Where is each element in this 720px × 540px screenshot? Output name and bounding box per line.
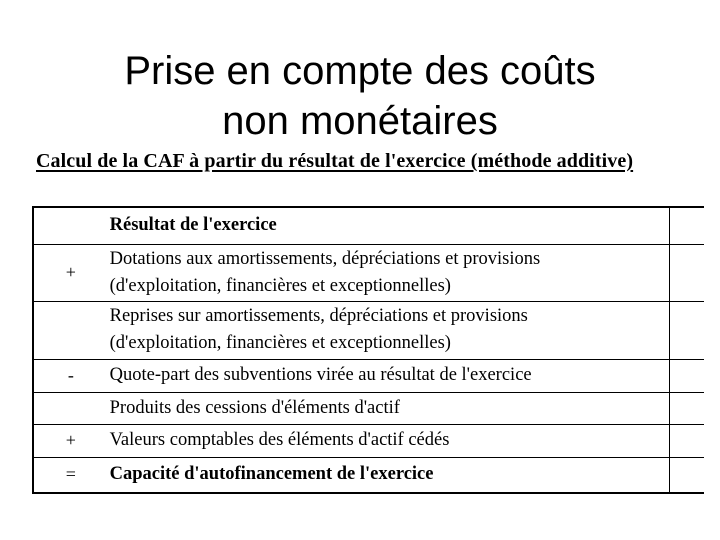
slide-title [0, 46, 720, 146]
row-label [108, 207, 670, 244]
table-row [33, 457, 704, 493]
caf-calculation-table [32, 206, 704, 494]
row-sign: + [33, 244, 108, 301]
row-sign [33, 392, 108, 424]
table-row [33, 424, 704, 457]
row-label [108, 244, 670, 301]
row-label-line: Quote-part des subventions virée au résultat de l'exercice [109, 365, 532, 385]
row-label [108, 424, 670, 457]
row-label [108, 392, 670, 424]
row-label-line: (d'exploitation, financières et exceptionnelles) [109, 275, 451, 296]
row-value-cell [670, 457, 704, 493]
row-label-line: Dotations aux amortissements, dépréciations et provisions [109, 248, 541, 269]
row-sign [33, 207, 108, 244]
row-label [108, 359, 670, 392]
table-row [33, 207, 704, 244]
row-sign [33, 301, 108, 359]
row-sign: + [33, 424, 108, 457]
row-sign: - [33, 359, 108, 392]
table-row [33, 392, 704, 424]
row-label [108, 457, 670, 493]
row-label [108, 301, 670, 359]
row-value-cell [670, 392, 704, 424]
row-sign: = [33, 457, 108, 493]
table-row [33, 359, 704, 392]
row-value-cell [670, 359, 704, 392]
row-label-line: Produits des cessions d'éléments d'actif [109, 397, 400, 418]
table-caption: Calcul de la CAF à partir du résultat de l'exercice (méthode additive) [36, 150, 634, 172]
row-label-line: Reprises sur amortissements, dépréciations et provisions [109, 306, 528, 326]
slide-title-line-2: non monétaires [222, 99, 498, 143]
row-label-line: Capacité d'autofinancement de l'exercice [109, 464, 434, 485]
table-row [33, 301, 704, 359]
row-value-cell [670, 301, 704, 359]
row-value-cell [670, 244, 704, 301]
slide-title-line-1: Prise en compte des coûts [124, 49, 596, 93]
row-value-cell [670, 207, 704, 244]
row-label-line: (d'exploitation, financières et exceptionnelles) [109, 333, 451, 353]
row-label-line: Valeurs comptables des éléments d'actif cédés [109, 430, 450, 450]
row-value-cell [670, 424, 704, 457]
table-row [33, 244, 704, 301]
row-label-line: Résultat de l'exercice [109, 215, 277, 236]
